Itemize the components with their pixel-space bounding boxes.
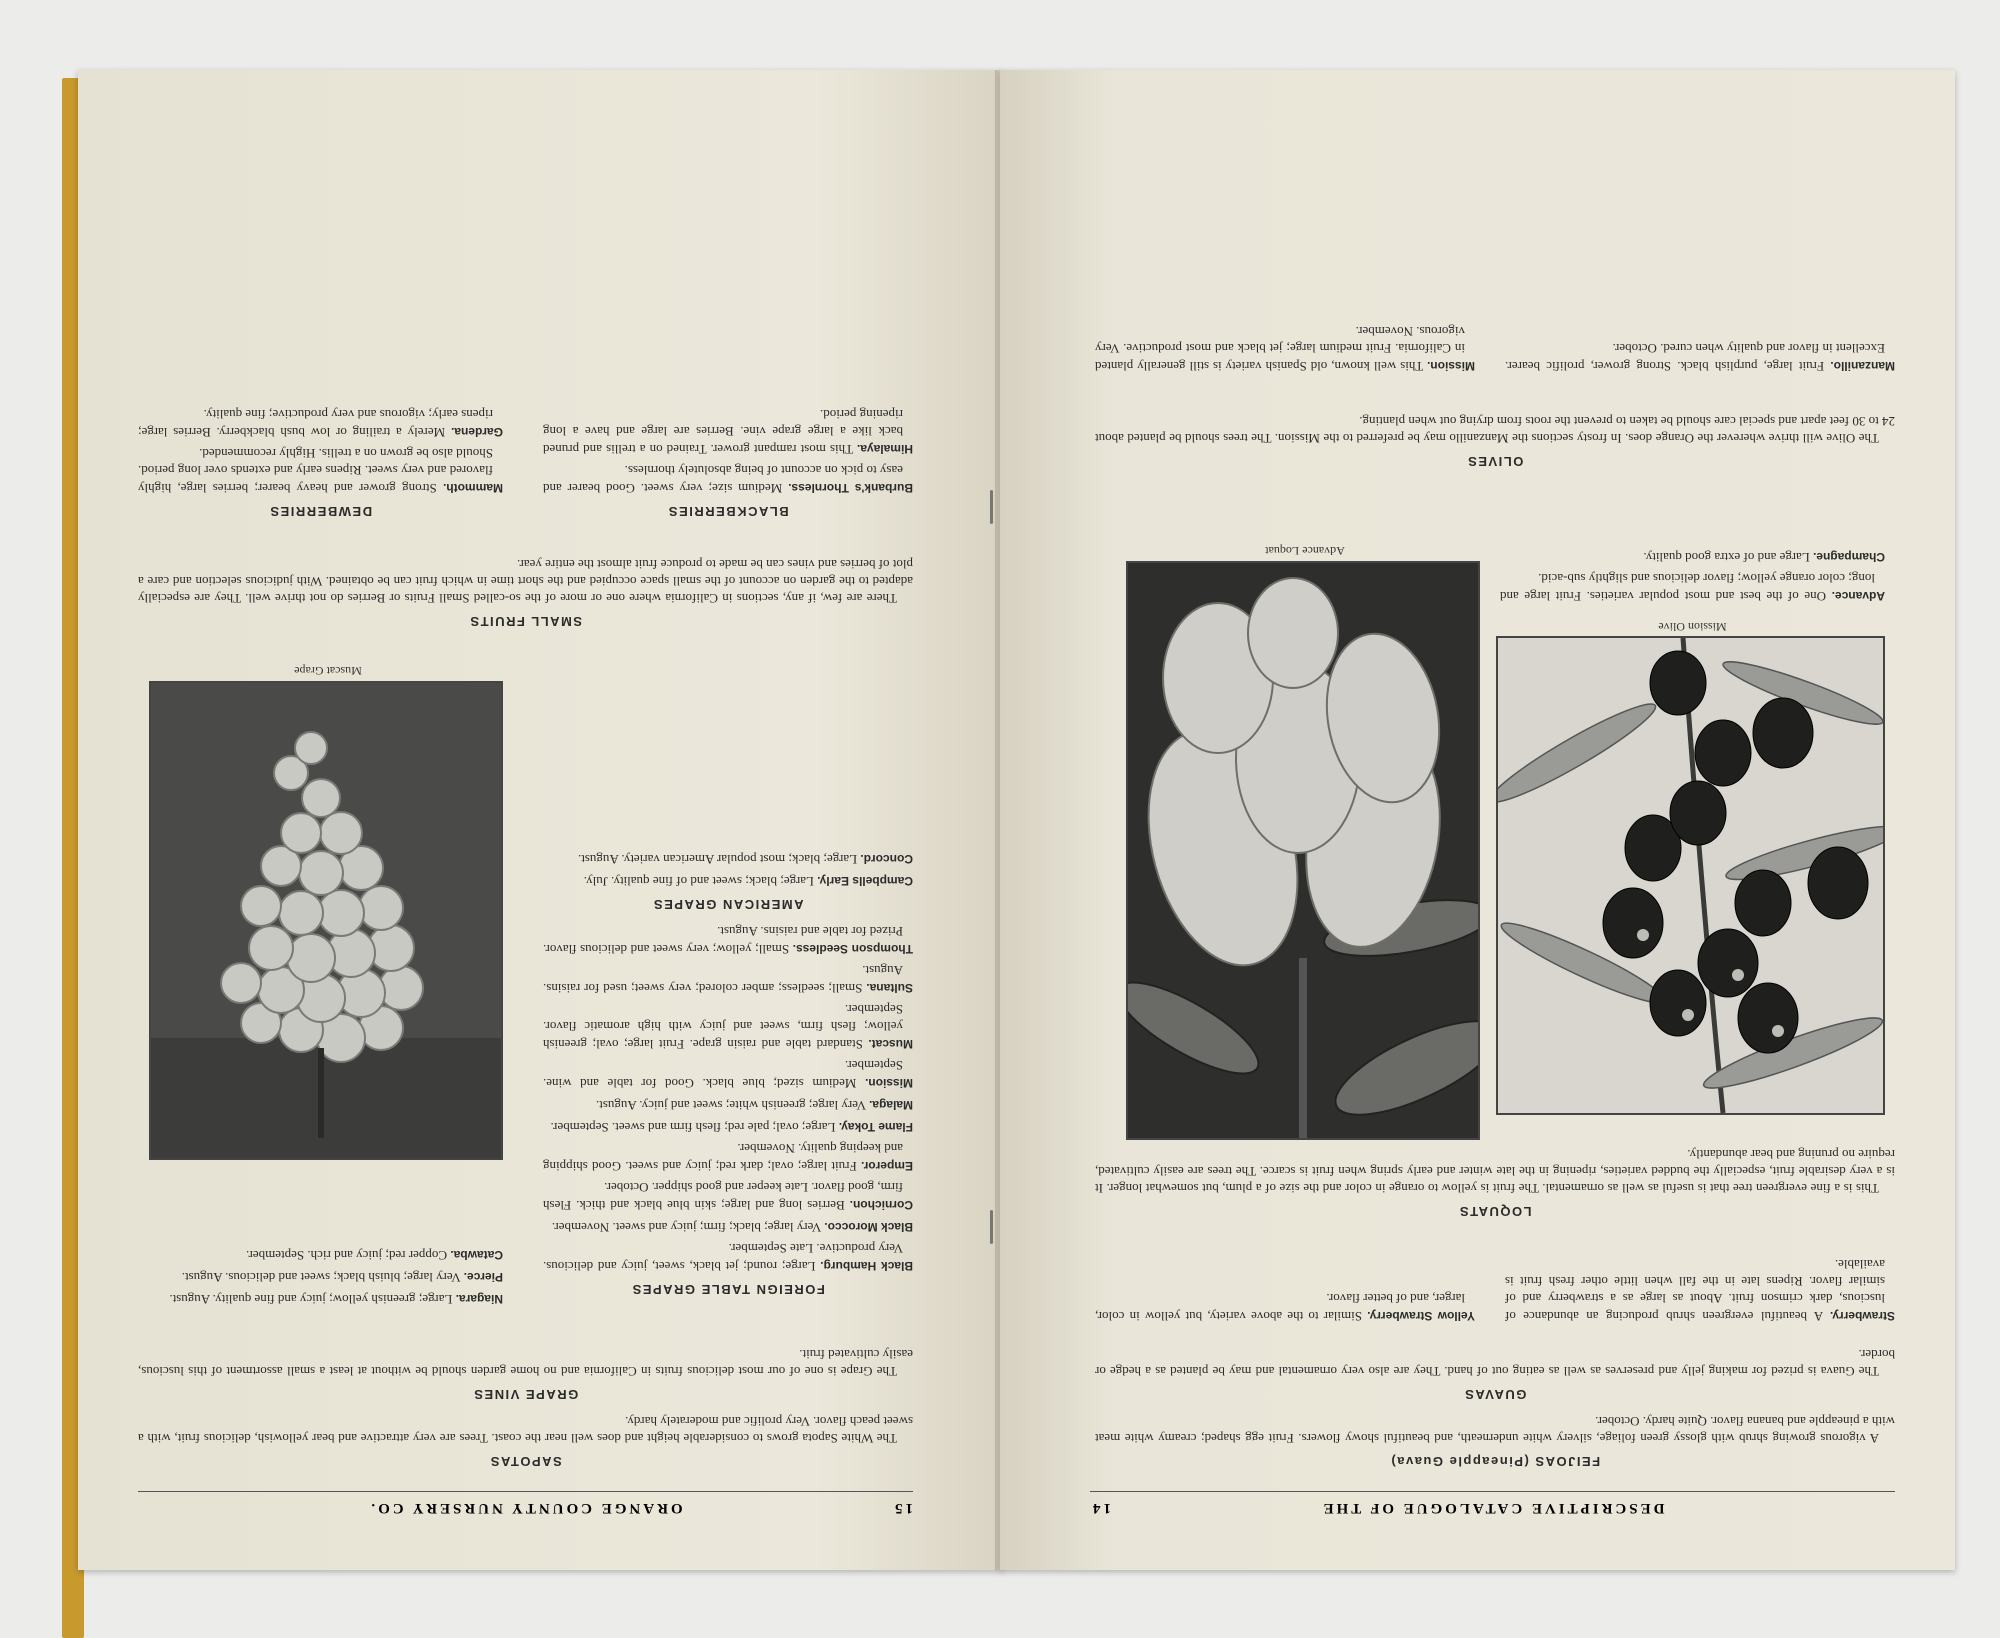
- page-number: 14: [1090, 1500, 1111, 1516]
- list-item: Champagne. Large and of extra good quality.: [1643, 550, 1885, 565]
- list-item: Concord. Large; black; most popular American variety. August.: [578, 852, 913, 867]
- small-fruits-heading: SMALL FRUITS: [468, 614, 583, 629]
- olives-text: The Olive will thrive wherever the Orange does. In frosty sections the Manzanillo may be preferred to the Mission. The trees should be planted about 24 to 30 feet apart and special care should be taken to prevent the roots from drying out when planting.: [1095, 414, 1895, 446]
- list-item: Black Morocco. Very large; black; firm; juicy and sweet. November.: [551, 1220, 913, 1235]
- olives-heading: OLIVES: [1466, 454, 1524, 469]
- list-item: Niagara. Large; greenish yellow; juicy and fine quality. August.: [169, 1292, 503, 1307]
- list-item: Muscat. Standard table and raisin grape. Fruit large; oval; greenish yellow; flesh firm, sweet and juicy with high aromatic flavor. September.: [542, 1002, 913, 1052]
- advance-loquat-photo: [1126, 561, 1480, 1140]
- grape-vines-text: The Grape is one of our most delicious fruits in California and no home garden should be without at least a small assortment of this luscious, easily cultivated fruit.: [138, 1347, 913, 1379]
- running-head-title: DESCRIPTIVE CATALOGUE OF THE: [1320, 1500, 1665, 1516]
- loquats-heading: LOQUATS: [1458, 1204, 1532, 1219]
- list-item: Catawba. Copper red; juicy and rich. September.: [245, 1248, 503, 1263]
- olive-varieties-left: [1505, 336, 1895, 375]
- staple: [990, 1210, 993, 1244]
- list-item: Advance. One of the best and most popular varieties. Fruit large and long; color orange yellow; flavor delicious and slightly sub-acid.: [1499, 571, 1885, 604]
- guavas-heading: GUAVAS: [1463, 1387, 1527, 1402]
- loquats-text: This is a fine evergreen tree that is useful as well as ornamental. The fruit is yellow to orange in color and the size of a plum, but somewhat longer. It is a very desirable fruit, especially the budded varieties, ripening in the late winter and early spring when fruit is scarce. The trees are easily cultivated, require no pruning and bear abundantly.: [1095, 1147, 1895, 1196]
- left-page-rotated-content: [78, 70, 1003, 1570]
- list-item: Emperor. Fruit large; oval; dark red; juicy and sweet. Good shipping and keeping quality. November.: [542, 1141, 913, 1174]
- feijoas-heading: FEIJOAS (Pineapple Guava): [1389, 1454, 1601, 1469]
- list-item: Mission. This well known, old Spanish variety is still generally planted in California. Fruit medium large; jet black and most productive. Very vigorous. November.: [1094, 324, 1475, 374]
- list-item: Himalaya. This most rampant grower. Trained on a trellis and pruned back like a large grape vine. Berries are large and have a long ripening period.: [542, 407, 913, 457]
- staple: [990, 490, 993, 524]
- american-grapes-column: [138, 1242, 503, 1308]
- foreign-table-grapes-heading: FOREIGN TABLE GRAPES: [631, 1282, 825, 1297]
- list-item: Black Hamburg. Large; round; jet black, sweet, juicy and delicious. Very productive. Late September.: [542, 1241, 913, 1274]
- list-item: Manzanillo. Fruit large, purplish black. Strong grower, prolific bearer. Excellent in flavor and quality when cured. October.: [1504, 341, 1895, 374]
- foreign-grapes-list: [543, 923, 913, 1275]
- list-item: Mission. Medium sized; blue black. Good for table and wine. September.: [542, 1058, 913, 1091]
- left-page: [78, 70, 1003, 1570]
- guavas-text: The Guava is prized for making jelly and preserves as well as eating out of hand. They are also very ornamental and may be planted as a hedge or border.: [1095, 1347, 1895, 1379]
- blackberries-heading: BLACKBERRIES: [667, 504, 789, 519]
- olive-branch-image: [1498, 638, 1883, 1113]
- grape-cluster-image: [151, 683, 501, 1158]
- loquat-varieties-column: [1500, 544, 1885, 605]
- american-grapes-heading: AMERICAN GRAPES: [652, 897, 804, 912]
- list-item: Yellow Strawberry. Similar to the above variety, but yellow in color, larger, and of better flavor.: [1094, 1291, 1475, 1324]
- list-item: Malaga. Very large; greenish white; sweet and juicy. August.: [595, 1098, 913, 1113]
- running-head-title: ORANGE COUNTY NURSERY CO.: [368, 1500, 683, 1516]
- right-upper-text: [1095, 1342, 1895, 1480]
- sapotas-text: The White Sapota grows to considerable height and does well near the coast. Trees are very attractive and bear yellowish, delicious fruit, with a sweet peach flavor. Very prolific and moderately hardy.: [138, 1414, 913, 1446]
- dewberries-column: [138, 402, 503, 530]
- loquats-section: [1095, 1142, 1895, 1230]
- blackberries-column: [543, 402, 913, 530]
- foreign-grapes-column: [543, 846, 913, 1308]
- right-page: [1000, 70, 1955, 1570]
- list-item: Strawberry. A beautiful evergreen shrub producing an abundance of luscious, dark crimson fruit. About as large as a strawberry and of similar flavor. Ripens late in the fall when little other fresh fruit is available.: [1505, 1257, 1895, 1324]
- right-page-rotated-content: [1000, 70, 1955, 1570]
- olives-section: [1095, 409, 1895, 480]
- running-head: [1090, 1491, 1895, 1518]
- grape-vines-heading: GRAPE VINES: [472, 1387, 579, 1402]
- left-upper-text: [138, 1342, 913, 1480]
- list-item: Mammoth. Strong grower and heavy bearer; berries large, highly flavored and very sweet. Ripens early and extends over long period. Should also be grown on a trellis. Highly recommended.: [137, 446, 503, 496]
- list-item: Thompson Seedless. Small; yellow; very sweet and delicious flavor. Prized for table and raisins. August.: [542, 924, 913, 957]
- list-item: Sultana. Small; seedless; amber colored; very sweet; used for raisins. August.: [543, 963, 913, 996]
- list-item: Pierce. Very large; bluish black; sweet and delicious. August.: [181, 1270, 503, 1285]
- guava-right-column: [1095, 1286, 1475, 1325]
- advance-loquat-caption: Advance Loquat: [1265, 544, 1345, 558]
- mission-olive-caption: Mission Olive: [1658, 620, 1727, 634]
- page-number: 15: [892, 1500, 913, 1516]
- guava-left-column: [1505, 1252, 1895, 1325]
- running-head: [138, 1491, 913, 1518]
- muscat-grape-caption: Muscat Grape: [294, 664, 362, 678]
- sapotas-heading: SAPOTAS: [489, 1454, 562, 1469]
- list-item: Gardena. Merely a trailing or low bush blackberry. Berries large; ripens early; vigorous and very productive; fine quality.: [137, 407, 503, 440]
- list-item: Cornichon. Berries long and large; skin blue black and thick. Flesh firm, good flavor. Late keeper and good shipper. October.: [542, 1180, 913, 1213]
- list-item: Burbank's Thornless. Medium size; very sweet. Good bearer and easy to pick on account of being absolutely thornless.: [542, 463, 913, 496]
- small-fruits-text: There are few, if any, sections in California where one or more of the so-called Small Fruits or Berries do not thrive well. They are especially adapted to the garden on account of the small space occupied and the short time in which fruit can be obtained. With judicious selection and care a plot of berries and vines can be made to produce fruit almost the entire year.: [138, 557, 913, 606]
- dewberries-heading: DEWBERRIES: [268, 504, 373, 519]
- list-item: Campbells Early. Large; black; sweet and of fine quality. July.: [583, 874, 913, 889]
- muscat-grape-photo: [149, 681, 503, 1160]
- feijoas-text: A vigorous growing shrub with glossy green foliage, silvery white underneath, and beautiful showy flowers. Fruit egg shaped; creamy white meat with a pineapple and banana flavor. Quite hardy. October.: [1095, 1414, 1895, 1446]
- small-fruits-section: [138, 552, 913, 640]
- olive-varieties-right: [1095, 319, 1475, 375]
- mission-olive-photo: [1496, 636, 1885, 1115]
- loquat-fruit-image: [1128, 563, 1478, 1138]
- list-item: Flame Tokay. Large; oval; pale red; flesh firm and sweet. September.: [550, 1120, 913, 1135]
